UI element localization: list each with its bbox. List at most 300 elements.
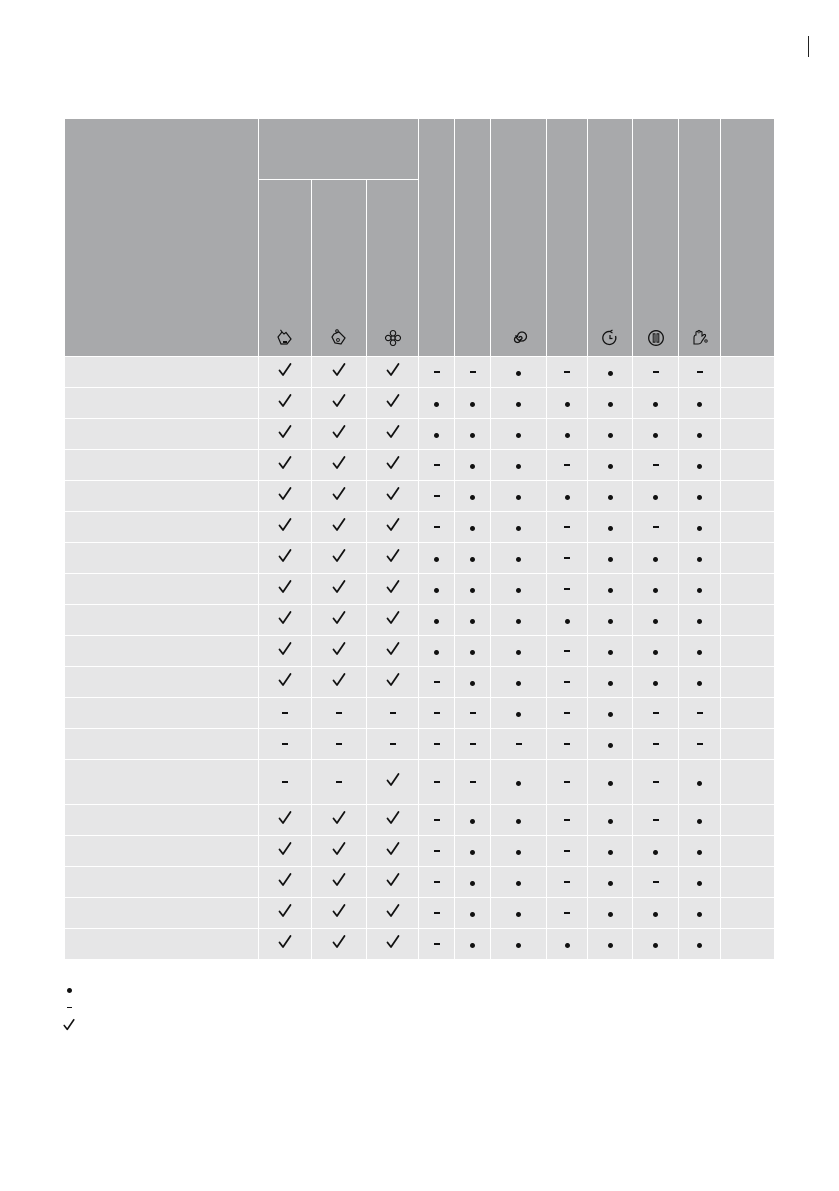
option-cell: [588, 760, 633, 805]
check-icon: [331, 455, 347, 471]
option-cell: [491, 836, 547, 867]
dash-icon: [282, 781, 288, 783]
option-cell: [633, 667, 679, 698]
dot-icon: [470, 912, 475, 917]
program-name-cell: [65, 450, 259, 481]
option-cell: [588, 836, 633, 867]
dot-icon: [653, 588, 658, 593]
dash-icon: [434, 495, 440, 497]
dot-icon: [516, 781, 521, 786]
option-cell: [367, 481, 419, 512]
option-cell: [367, 667, 419, 698]
option-cell: [312, 574, 367, 605]
check-icon: [277, 517, 293, 533]
option-cell: [679, 543, 721, 574]
option-cell: [588, 867, 633, 898]
dash-icon: [434, 464, 440, 466]
option-cell: [633, 698, 679, 729]
option-cell: [547, 729, 588, 760]
option-cell: [259, 667, 312, 698]
option-cell: [419, 450, 455, 481]
option-cell: [367, 512, 419, 543]
dot-icon: [516, 526, 521, 531]
option-cell: [419, 574, 455, 605]
option-cell: [547, 481, 588, 512]
dot-icon: [697, 526, 702, 531]
option-cell: [547, 898, 588, 929]
table-row: [65, 481, 775, 512]
program-name-cell: [65, 667, 259, 698]
table-row: [65, 760, 775, 805]
option-cell: [491, 636, 547, 667]
legend-dash-icon: [62, 1007, 76, 1008]
dash-icon: [434, 743, 440, 745]
shirt-icon: [276, 329, 294, 347]
dash-icon: [697, 712, 703, 714]
option-cell: [679, 867, 721, 898]
option-cell: [455, 898, 491, 929]
check-icon: [277, 872, 293, 888]
dash-icon: [653, 464, 659, 466]
dot-icon: [470, 943, 475, 948]
option-cell: [312, 867, 367, 898]
dash-icon: [564, 781, 570, 783]
program-name-cell: [65, 805, 259, 836]
program-name-cell: [65, 760, 259, 805]
dot-icon: [608, 819, 613, 824]
option-cell: [588, 667, 633, 698]
check-icon: [331, 486, 347, 502]
option-cell: [419, 357, 455, 388]
dot-icon: [653, 619, 658, 624]
legend: [62, 982, 80, 1033]
dot-icon: [470, 681, 475, 686]
check-icon: [385, 455, 401, 471]
dash-icon: [516, 743, 522, 745]
dash-icon: [434, 943, 440, 945]
dot-icon: [608, 650, 613, 655]
option-cell: [367, 929, 419, 960]
dot-icon: [697, 850, 702, 855]
option-cell: [633, 481, 679, 512]
option-cell: [259, 867, 312, 898]
option-cell: [312, 760, 367, 805]
dash-icon: [697, 743, 703, 745]
legend-check-icon: [62, 1017, 76, 1033]
option-cell: [633, 419, 679, 450]
dot-icon: [608, 943, 613, 948]
option-cell: [588, 605, 633, 636]
program-name-cell: [65, 698, 259, 729]
option-cell: [547, 836, 588, 867]
option-cell: [633, 636, 679, 667]
dot-icon: [516, 650, 521, 655]
option-cell: [367, 450, 419, 481]
option-cell-empty: [721, 836, 775, 867]
option-cell: [367, 898, 419, 929]
dot-icon: [516, 943, 521, 948]
dot-icon: [653, 402, 658, 407]
dot-icon: [565, 402, 570, 407]
option-cell: [679, 636, 721, 667]
dash-icon: [390, 712, 396, 714]
check-icon: [277, 903, 293, 919]
option-cell: [455, 450, 491, 481]
dash-icon: [564, 819, 570, 821]
option-cell: [455, 836, 491, 867]
dot-icon: [516, 464, 521, 469]
program-name-cell: [65, 605, 259, 636]
table-row: [65, 574, 775, 605]
option-cell: [588, 481, 633, 512]
program-name-cell: [65, 574, 259, 605]
option-cell: [547, 574, 588, 605]
dash-icon: [564, 850, 570, 852]
dot-icon: [697, 588, 702, 593]
dot-icon: [697, 433, 702, 438]
option-cell: [588, 543, 633, 574]
check-icon: [331, 579, 347, 595]
option-cell: [679, 729, 721, 760]
option-cell: [259, 481, 312, 512]
check-icon: [277, 610, 293, 626]
option-cell: [259, 805, 312, 836]
check-icon: [331, 872, 347, 888]
dot-icon: [653, 850, 658, 855]
option-cell: [455, 760, 491, 805]
dot-icon: [608, 433, 613, 438]
header-col-4: [547, 119, 588, 357]
option-cell: [367, 574, 419, 605]
option-cell: [491, 574, 547, 605]
dot-icon: [697, 681, 702, 686]
option-cell: [679, 357, 721, 388]
table-row: [65, 729, 775, 760]
table-row: [65, 867, 775, 898]
option-cell: [367, 760, 419, 805]
option-cell: [588, 929, 633, 960]
header-col-6: [633, 119, 679, 357]
option-cell: [312, 898, 367, 929]
header-sub-2: [312, 180, 367, 357]
dot-icon: [608, 850, 613, 855]
option-cell: [491, 867, 547, 898]
dot-icon: [470, 495, 475, 500]
option-cell: [491, 543, 547, 574]
dot-icon: [516, 881, 521, 886]
option-cell: [633, 898, 679, 929]
dot-icon: [434, 402, 439, 407]
option-cell: [312, 512, 367, 543]
check-icon: [331, 903, 347, 919]
table-row: [65, 388, 775, 419]
check-icon: [277, 362, 293, 378]
option-cell: [455, 667, 491, 698]
option-cell: [259, 512, 312, 543]
dash-icon: [390, 743, 396, 745]
header-col-8: [721, 119, 775, 357]
option-cell: [455, 388, 491, 419]
dot-icon: [434, 650, 439, 655]
dash-icon: [564, 712, 570, 714]
option-cell: [419, 729, 455, 760]
hand-wash-icon: [691, 329, 709, 347]
dash-icon: [564, 588, 570, 590]
option-cell-empty: [721, 929, 775, 960]
check-icon: [385, 548, 401, 564]
dash-icon: [564, 650, 570, 652]
check-icon: [277, 424, 293, 440]
option-cell: [455, 357, 491, 388]
option-cell: [312, 698, 367, 729]
check-icon: [331, 517, 347, 533]
option-cell: [312, 543, 367, 574]
table-row: [65, 450, 775, 481]
dot-icon: [697, 943, 702, 948]
option-cell: [312, 605, 367, 636]
option-cell-empty: [721, 867, 775, 898]
spiral-icon: [510, 329, 528, 347]
check-icon: [385, 424, 401, 440]
dot-icon: [608, 557, 613, 562]
table-row: [65, 929, 775, 960]
dot-icon: [565, 433, 570, 438]
option-cell: [491, 481, 547, 512]
option-cell-empty: [721, 543, 775, 574]
dash-icon: [434, 681, 440, 683]
option-cell: [588, 729, 633, 760]
dot-icon: [608, 526, 613, 531]
dash-icon: [470, 371, 476, 373]
dot-icon: [653, 650, 658, 655]
option-cell: [491, 667, 547, 698]
check-icon: [331, 810, 347, 826]
dash-icon: [434, 371, 440, 373]
option-cell: [679, 450, 721, 481]
check-icon: [331, 393, 347, 409]
dot-icon: [470, 619, 475, 624]
option-cell: [491, 512, 547, 543]
dot-icon: [470, 881, 475, 886]
option-cell: [547, 805, 588, 836]
dot-icon: [516, 850, 521, 855]
option-cell: [547, 419, 588, 450]
check-icon: [385, 393, 401, 409]
dash-icon: [564, 526, 570, 528]
table-row: [65, 898, 775, 929]
check-icon: [331, 610, 347, 626]
check-icon: [385, 362, 401, 378]
dot-icon: [697, 781, 702, 786]
option-cell: [367, 729, 419, 760]
dot-icon: [565, 495, 570, 500]
dash-icon: [434, 781, 440, 783]
option-cell: [679, 574, 721, 605]
dot-icon: [608, 781, 613, 786]
table-row: [65, 357, 775, 388]
check-icon: [385, 903, 401, 919]
option-cell: [679, 667, 721, 698]
dot-icon: [608, 464, 613, 469]
option-cell: [547, 760, 588, 805]
table-row: [65, 667, 775, 698]
option-cell: [491, 605, 547, 636]
dot-icon: [653, 433, 658, 438]
check-icon: [385, 872, 401, 888]
dash-icon: [653, 712, 659, 714]
dash-icon: [434, 712, 440, 714]
option-cell: [633, 574, 679, 605]
option-cell: [419, 543, 455, 574]
option-cell: [679, 805, 721, 836]
option-cell: [419, 605, 455, 636]
option-cell: [259, 450, 312, 481]
dot-icon: [470, 464, 475, 469]
dash-icon: [564, 743, 570, 745]
option-cell: [367, 605, 419, 636]
table-row: [65, 636, 775, 667]
option-cell: [419, 805, 455, 836]
option-cell: [312, 805, 367, 836]
option-cell-empty: [721, 898, 775, 929]
program-name-cell: [65, 419, 259, 450]
option-cell: [259, 419, 312, 450]
program-name-cell: [65, 543, 259, 574]
option-cell: [547, 636, 588, 667]
dot-icon: [516, 819, 521, 824]
option-cell-empty: [721, 805, 775, 836]
header-col-2: [455, 119, 491, 357]
option-cell: [491, 898, 547, 929]
option-cell-empty: [721, 729, 775, 760]
option-cell: [455, 512, 491, 543]
dot-icon: [516, 433, 521, 438]
check-icon: [331, 934, 347, 950]
option-cell: [367, 836, 419, 867]
option-cell: [491, 805, 547, 836]
legend-row-check: [62, 1016, 80, 1033]
table-row: [65, 543, 775, 574]
dot-icon: [653, 495, 658, 500]
option-cell: [419, 481, 455, 512]
program-name-cell: [65, 512, 259, 543]
option-cell: [633, 867, 679, 898]
option-cell: [679, 929, 721, 960]
option-cell: [547, 512, 588, 543]
dot-icon: [697, 619, 702, 624]
dash-icon: [653, 819, 659, 821]
check-icon: [385, 517, 401, 533]
check-icon: [277, 641, 293, 657]
option-cell: [633, 605, 679, 636]
option-cell: [491, 419, 547, 450]
dash-icon: [564, 881, 570, 883]
check-icon: [277, 810, 293, 826]
dot-icon: [516, 712, 521, 717]
check-icon: [385, 841, 401, 857]
check-icon: [385, 579, 401, 595]
option-cell: [491, 388, 547, 419]
header-sub-3: [367, 180, 419, 357]
dot-icon: [697, 881, 702, 886]
dot-icon: [470, 850, 475, 855]
header-sub-1: [259, 180, 312, 357]
option-cell: [633, 836, 679, 867]
dot-icon: [608, 912, 613, 917]
option-cell: [259, 388, 312, 419]
dot-icon: [608, 588, 613, 593]
check-icon: [277, 672, 293, 688]
legend-row-dash: [62, 999, 80, 1016]
option-cell: [419, 760, 455, 805]
program-options-table: [64, 118, 775, 960]
option-cell: [633, 729, 679, 760]
option-cell: [455, 698, 491, 729]
option-cell: [633, 450, 679, 481]
option-cell-empty: [721, 760, 775, 805]
dot-icon: [516, 557, 521, 562]
dot-icon: [470, 588, 475, 593]
option-cell: [588, 698, 633, 729]
option-cell: [312, 357, 367, 388]
option-cell: [259, 543, 312, 574]
dot-icon: [697, 650, 702, 655]
dash-icon: [564, 681, 570, 683]
table-header: [65, 119, 775, 357]
dash-icon: [470, 781, 476, 783]
option-cell: [588, 636, 633, 667]
option-cell: [259, 836, 312, 867]
program-name-cell: [65, 357, 259, 388]
option-cell: [547, 357, 588, 388]
option-cell-empty: [721, 574, 775, 605]
dot-icon: [697, 495, 702, 500]
dot-icon: [434, 588, 439, 593]
option-cell: [312, 667, 367, 698]
check-icon: [331, 841, 347, 857]
option-cell: [491, 760, 547, 805]
table-row: [65, 605, 775, 636]
option-cell: [491, 357, 547, 388]
option-cell: [419, 898, 455, 929]
option-cell-empty: [721, 388, 775, 419]
dot-icon: [516, 588, 521, 593]
option-cell-empty: [721, 667, 775, 698]
option-cell: [419, 867, 455, 898]
dot-icon: [653, 681, 658, 686]
dot-icon: [516, 402, 521, 407]
option-cell: [547, 667, 588, 698]
option-cell: [491, 698, 547, 729]
pause-icon: [647, 329, 665, 347]
dash-icon: [564, 912, 570, 914]
dot-icon: [697, 557, 702, 562]
dot-icon: [697, 464, 702, 469]
option-cell: [547, 388, 588, 419]
option-cell: [312, 388, 367, 419]
option-cell-empty: [721, 605, 775, 636]
option-cell: [367, 805, 419, 836]
timer-icon: [601, 329, 619, 347]
option-cell: [259, 605, 312, 636]
option-cell: [491, 729, 547, 760]
dash-icon: [336, 781, 342, 783]
option-cell: [679, 481, 721, 512]
option-cell: [547, 605, 588, 636]
option-cell: [419, 698, 455, 729]
program-name-cell: [65, 636, 259, 667]
check-icon: [277, 579, 293, 595]
